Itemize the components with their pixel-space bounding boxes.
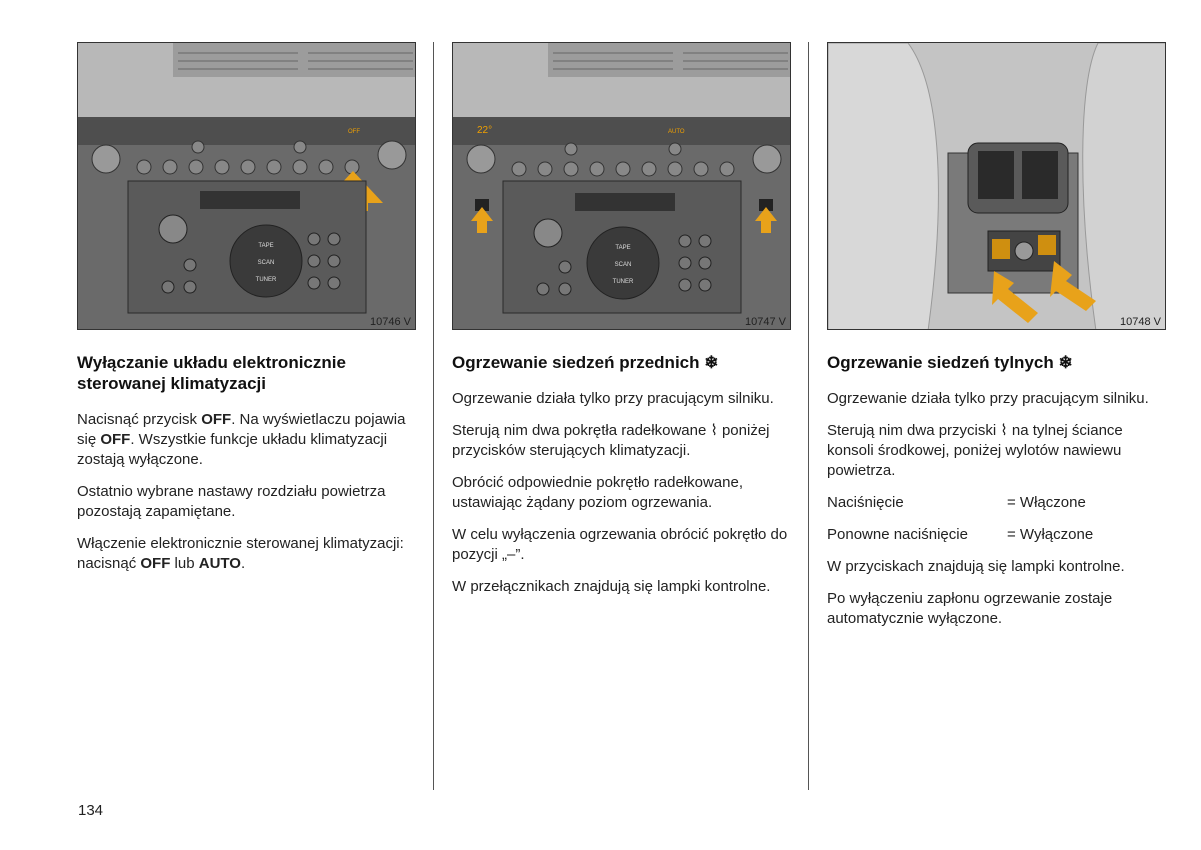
column-rear-seat-heating — [827, 42, 1167, 641]
column-divider — [808, 42, 809, 790]
climate-panel-illustration — [78, 43, 416, 330]
paragraph: W przyciskach znajdują się lampki kontrolne. — [827, 558, 1125, 575]
bold-term: AUTO — [198, 555, 241, 572]
paragraph: Po wyłączeniu zapłonu ogrzewanie zostaje automatycznie wyłączone. — [827, 590, 1113, 627]
paragraph: Sterują nim dwa przyciski ⌇ na tylnej ściance konsoli środkowej, poniżej wylotów nawiewu powietrza. — [827, 422, 1123, 479]
column-climate-off — [77, 42, 417, 586]
display-off-text: OFF — [348, 129, 360, 135]
state-result: = Wyłączone — [1007, 526, 1094, 543]
text-run: . — [240, 555, 246, 572]
radio-tuner-label: TUNER — [255, 277, 277, 283]
state-row — [827, 525, 1167, 545]
paragraph — [77, 482, 417, 522]
paragraph — [77, 410, 417, 470]
section-heading: Ogrzewanie siedzeń przednich ❄ — [452, 353, 719, 372]
figure-number: 10747 V — [745, 316, 786, 328]
figure-rear-seat-heating — [827, 42, 1166, 330]
paragraph: Ogrzewanie działa tylko przy pracującym silniku. — [827, 390, 1149, 407]
display-auto-text: AUTO — [668, 129, 685, 135]
rear-console-illustration — [828, 43, 1166, 330]
state-table — [827, 493, 1167, 545]
paragraph: W przełącznikach znajdują się lampki kontrolne. — [452, 578, 771, 595]
section-body — [452, 389, 792, 597]
state-result: = Włączone — [1007, 494, 1086, 511]
text-run: Nacisnąć przycisk — [77, 411, 202, 428]
figure-number: 10748 V — [1120, 316, 1161, 328]
section-body — [77, 410, 417, 574]
figure-front-seat-heating — [452, 42, 791, 330]
column-front-seat-heating — [452, 42, 792, 609]
text-run: Ostatnio wybrane nastawy rozdziału powietrza pozostają zapamiętane. — [77, 483, 386, 520]
figure-number: 10746 V — [370, 316, 411, 328]
bold-term: OFF — [140, 555, 171, 572]
figure-climate-panel-off — [77, 42, 416, 330]
text-run: . Wszystkie funkcje układu klimatyzacji zostają wyłączone. — [77, 431, 388, 468]
text-run: Włączenie elektronicznie sterowanej klimatyzacji: nacisnąć — [77, 535, 404, 572]
radio-scan-label: SCAN — [257, 260, 275, 266]
section-heading: Ogrzewanie siedzeń tylnych ❄ — [827, 353, 1073, 372]
display-temp-text: 22° — [477, 125, 493, 136]
radio-tuner-label: TUNER — [612, 279, 634, 285]
section-body-outro — [827, 557, 1167, 629]
state-action: Naciśnięcie — [827, 494, 904, 511]
paragraph — [77, 534, 417, 574]
paragraph: Ogrzewanie działa tylko przy pracującym silniku. — [452, 390, 774, 407]
bold-term: OFF — [100, 431, 131, 448]
column-divider — [433, 42, 434, 790]
radio-tape-label: TAPE — [615, 245, 631, 251]
page-number: 134 — [78, 802, 104, 819]
section-heading: Wyłączanie układu elektronicznie sterowanej klimatyzacji — [77, 353, 346, 393]
section-body-intro — [827, 389, 1167, 481]
state-row — [827, 493, 1167, 513]
paragraph: W celu wyłączenia ogrzewania obrócić pokrętło do pozycji „–”. — [452, 526, 788, 563]
front-heating-panel-illustration — [453, 43, 791, 330]
paragraph: Sterują nim dwa pokrętła radełkowane ⌇ poniżej przycisków sterujących klimatyzacji. — [452, 422, 770, 459]
radio-scan-label: SCAN — [614, 262, 632, 268]
text-run: lub — [170, 555, 199, 572]
state-action: Ponowne naciśnięcie — [827, 526, 968, 543]
bold-term: OFF — [201, 411, 232, 428]
radio-tape-label: TAPE — [258, 243, 274, 249]
paragraph: Obrócić odpowiednie pokrętło radełkowane, ustawiając żądany poziom ogrzewania. — [452, 474, 744, 511]
text-run: . Na wyświetlaczu pojawia się — [77, 411, 406, 448]
